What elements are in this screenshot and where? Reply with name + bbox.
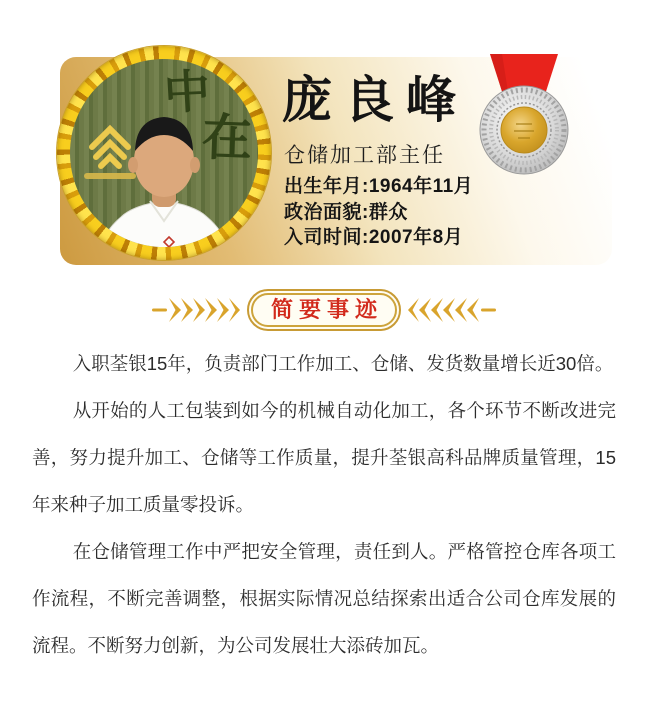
- profile-field-joined: 入司时间:2007年8月: [284, 227, 464, 248]
- section-title-pill: [247, 289, 401, 331]
- wheat-chevrons-left-icon: [152, 297, 240, 323]
- backdrop-character: 中: [162, 63, 212, 121]
- profile-field-birth: 出生年月:1964年11月: [284, 176, 474, 197]
- section-title: 简要事迹: [251, 293, 397, 327]
- paragraph: 从开始的人工包装到如今的机械自动化加工，各个环节不断改进完善，努力提升加工、仓储等工作质量，提升荃银高科品牌质量管理，15年来种子加工质量零投诉。: [32, 400, 616, 515]
- person-figure: [84, 109, 244, 247]
- gold-ornate-ring: [57, 46, 271, 260]
- person-name: 庞良峰: [282, 70, 468, 129]
- section-header: [0, 289, 648, 331]
- paragraph: 在仓储管理工作中严把安全管理，责任到人。严格管控仓库各项工作流程，不断完善调整，根据实际情况总结探索出适合公司仓库发展的流程。不断努力创新，为公司发展壮大添砖加瓦。: [32, 541, 616, 656]
- paragraph: 入职荃银15年，负责部门工作加工、仓储、发货数量增长近30倍。: [72, 353, 614, 374]
- person-job-title: 仓储加工部主任: [284, 144, 445, 167]
- profile-fields: [284, 174, 473, 251]
- biography-article: [32, 340, 616, 669]
- award-medal-icon: [476, 50, 572, 176]
- portrait-photo: [70, 59, 258, 247]
- wheat-chevrons-right-icon: [408, 297, 496, 323]
- profile-field-political: 政治面貌:群众: [284, 201, 408, 223]
- backdrop-character: 在: [201, 107, 254, 168]
